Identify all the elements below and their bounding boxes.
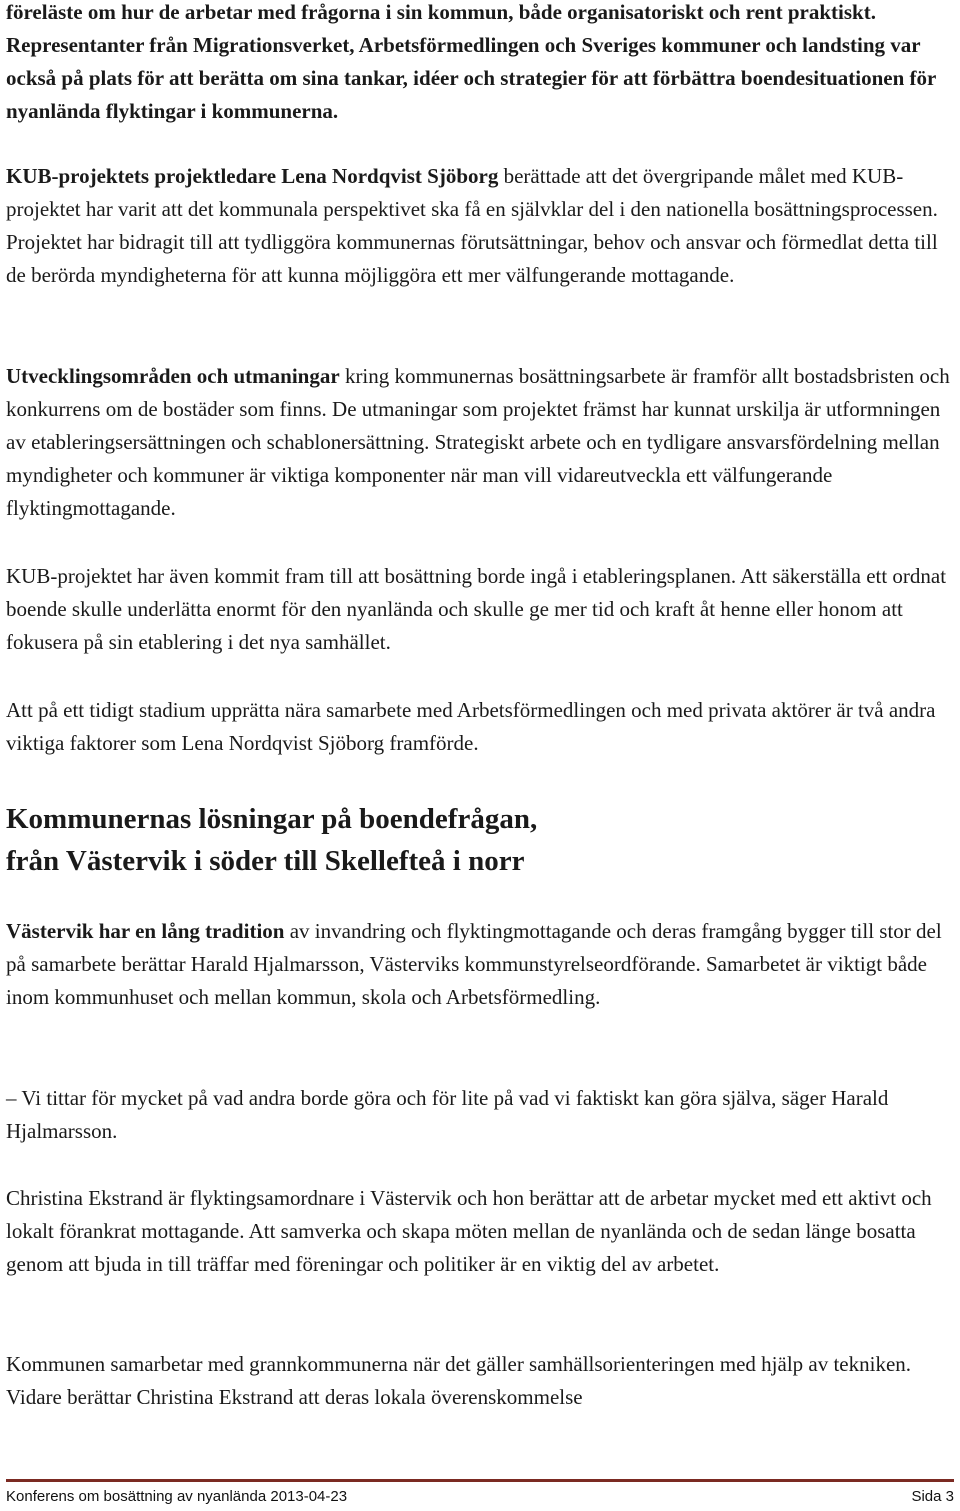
challenges-lead: Utvecklingsområden och utmaningar [6,364,340,388]
section-heading-line-1: Kommunernas lösningar på boendefrågan, [6,803,538,835]
challenges-text: kring kommunernas bosättningsarbete är framför allt bostadsbristen och konkurrens om de bostäder som finns. De utmaningar som projektet främst har kunnat urskilja är utformningen av etableringsersättningen och schablonersättning. Strategiskt arbete och en tydligare ansvarsfördelning mellan myndigheter och kommuner är viktiga komponenter när man vill vidareutveckla ett välfungerande flyktingmottagande. [6,364,950,520]
footer-conference-title: Konferens om bosättning av nyanlända 2013-04-23 [6,1488,348,1505]
settlement-paragraph: KUB-projektet har även kommit fram till att bosättning borde ingå i etableringsplanen. Att säkerställa ett ordnat boende skulle underlätta enormt för den nyanlända och skulle ge mer tid och kraft åt henne eller honom att fokusera på sin etablering i det nya samhället. [6,564,947,654]
section-heading-line-2: från Västervik i söder till Skellefteå i norr [6,845,525,877]
page-footer [6,1479,954,1507]
challenges-paragraph [6,360,954,525]
kub-goal-text: berättade att det övergripande målet med KUB-projektet har varit att det kommunala perspektivet ska få en självklar del i den nationella bosättningsprocessen. Projektet har bidragit till att tydliggöra kommunernas förutsättningar, behov och ansvar och förmedlat detta till de berörda myndigheterna för att kunna möjliggöra ett mer välfungerande mottagande. [6,164,938,287]
section-heading [6,798,954,882]
vastervik-text: av invandring och flyktingmottagande och deras framgång bygger till stor del på samarbete berättar Harald Hjalmarsson, Västerviks kommunstyrelseordförande. Samarbetet är viktigt både inom kommunhuset och mellan kommun, skola och Arbetsförmedling. [6,919,942,1009]
kub-goal-lead: KUB-projektets projektledare Lena Nordqvist Sjöborg [6,164,499,188]
quote-paragraph: – Vi tittar för mycket på vad andra borde göra och för lite på vad vi faktiskt kan göra själva, säger Harald Hjalmarsson. [6,1086,889,1143]
vastervik-paragraph [6,915,954,1014]
ekstrand-paragraph: Christina Ekstrand är flyktingsamordnare i Västervik och hon berättar att de arbetar mycket med ett aktivt och lokalt förankrat mottagande. Att samverka och skapa möten mellan de nyanlända och de sedan länge bosatta genom att bjuda in till träffar med föreningar och politiker är en viktig del av arbetet. [6,1186,932,1276]
vastervik-lead: Västervik har en lång tradition [6,919,285,943]
footer-page-number: Sida 3 [911,1488,954,1505]
intro-paragraph: föreläste om hur de arbetar med frågorna i sin kommun, både organisatoriskt och rent praktiskt. Representanter från Migrationsverket, Arbetsförmedlingen och Sveriges kommuner och landsting var också på plats för att berätta om sina tankar, idéer och strategier för att förbättra boendesituationen för nyanlända flyktingar i kommunerna. [6,0,936,123]
kub-goal-paragraph [6,160,954,292]
cooperation-paragraph: Att på ett tidigt stadium upprätta nära samarbete med Arbetsförmedlingen och med privata aktörer är två andra viktiga faktorer som Lena Nordqvist Sjöborg framförde. [6,698,936,755]
neighbour-paragraph: Kommunen samarbetar med grannkommunerna när det gäller samhällsorienteringen med hjälp av tekniken. Vidare berättar Christina Ekstrand att deras lokala överenskommelse [6,1352,912,1409]
